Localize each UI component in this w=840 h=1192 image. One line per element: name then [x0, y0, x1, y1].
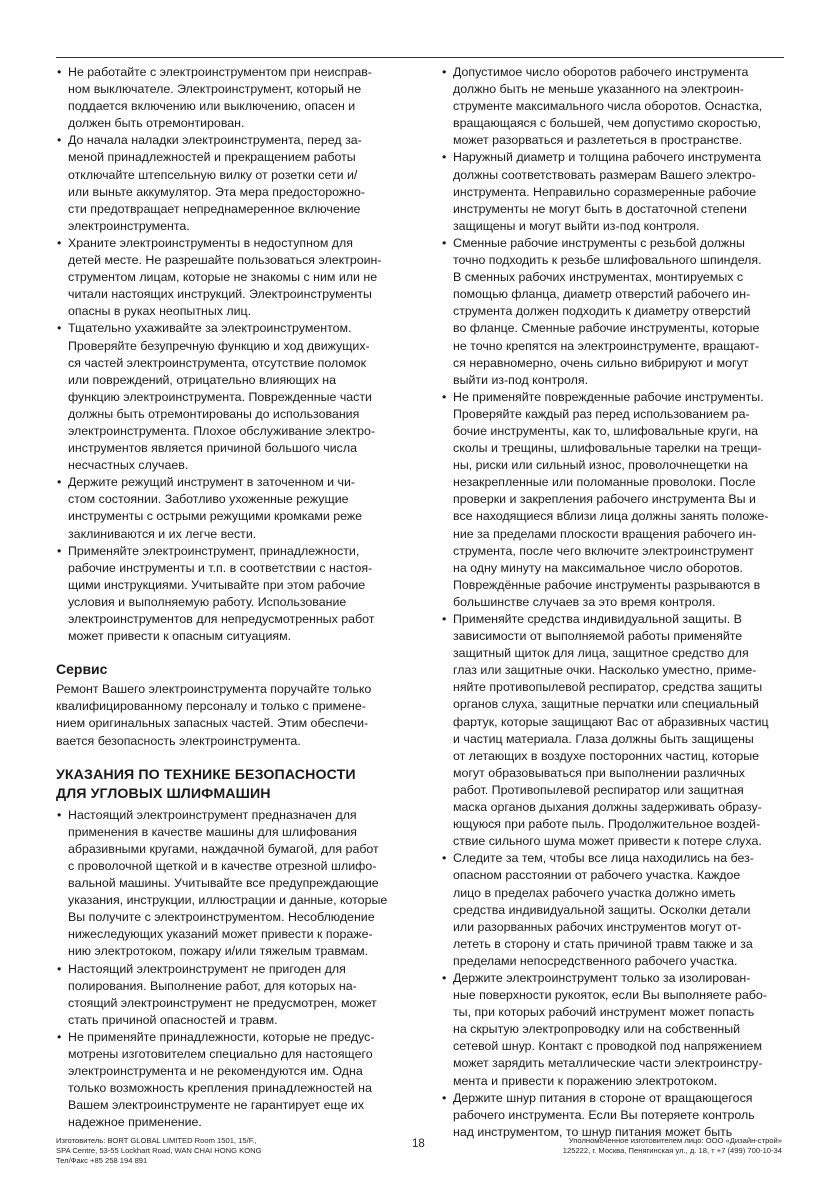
list-item: [441, 389, 783, 611]
list-item: [441, 850, 783, 970]
list-item: [56, 235, 394, 320]
list-item: [441, 235, 783, 389]
bullet-text: До начала наладки электроинструмента, перед за- меной принадлежностей и прекращением работы отключайте штепсельную вилку от розетки сети и/ или выньте аккумулятор. Эта мера предосторожно- сти предотвращает непреднамеренное включение электроинструмента.: [68, 133, 366, 233]
safety-heading: УКАЗАНИЯ ПО ТЕХНИКЕ БЕЗОПАСНОСТИ ДЛЯ УГЛОВЫХ ШЛИФМАШИН: [56, 766, 356, 802]
list-item: [56, 543, 394, 646]
list-item: [56, 1029, 394, 1132]
bullet-text: Допустимое число оборотов рабочего инструмента должно быть не меньше указанного на электроин- струменте максимального числа оборотов. Оснастка, вращающаяся с большей, чем допустимо скоростью, может разорваться и разлететься в пространстве.: [453, 65, 763, 148]
bullet-text: Не применяйте принадлежности, которые не предус- мотрены изготовителем специально для настоящего электроинструмента и не рекомендуются им. Одна только возможность крепления принадлежностей на Вашем электроинструменте не гарантирует еще их надежное применение.: [68, 1029, 375, 1130]
list-item: [56, 474, 394, 542]
list-item: [56, 64, 394, 132]
service-title: Сервис: [56, 661, 108, 678]
bullet-text: Применяйте средства индивидуальной защиты. В зависимости от выполняемой работы применяйте защитный щиток для лица, защитное средство для глаз или защитные очки. Насколько уместно, приме- няйте противопылевой респиратор, средства защиты органов слуха, защитные перчатки или специальный фартук, которые защищают Вас от абразивных частиц и частиц материала. Глаза должны быть защищены от летающих в воздухе посторонних частиц, которые могут образовываться при выполнении различных работ. Противопылевой респиратор или защитная маска органов дыхания должны задерживать образу- ющуюся при работе пыль. Продолжительное воздей- ствие сильного шума может привести к потере слуха.: [453, 612, 769, 849]
footer-representative: Уполномоченное изготовителем лицо: ООО «Дизайн-строй» 125222, г. Москва, Пенягинская ул., д. 18, т +7 (499) 700-10-34: [562, 1136, 782, 1155]
bullet-text: Сменные рабочие инструменты с резьбой должны точно подходить к резьбе шлифовального шпинделя. В сменных рабочих инструментах, монтируемых с помощью фланца, диаметр отверстий рабочего ин- струмента должен подходить к диаметру отверстий во фланце. Сменные рабочие инструменты, которые не точно крепятся на электроинструменте, вращают- ся неравномерно, очень сильно вибрируют и могут выйти из-под контроля.: [453, 235, 762, 387]
bullet-list-right: [441, 64, 783, 1141]
bullet-list-general: [56, 64, 394, 645]
list-item: [56, 320, 394, 474]
bullet-text: Следите за тем, чтобы все лица находились на без- опасном расстоянии от рабочего участка. Каждое лицо в пределах рабочего участка должно иметь средства индивидуальной защиты. Осколки детали или разорванных рабочих инструментов могут от- лететь в сторону и стать причиной травм также и за пределами непосредственного рабочего участка.: [453, 851, 754, 968]
list-item: [56, 807, 394, 961]
list-item: [441, 149, 783, 234]
bullet-text: Храните электроинструменты в недоступном для детей месте. Не разрешайте пользоваться электроин- струментом лицам, которые не знакомы с ним или не читали настоящих инструкций. Электроинструменты опасны в руках неопытных лиц.: [68, 235, 382, 319]
bullet-text: Настоящий электроинструмент не пригоден для полирования. Выполнение работ, для которых на- стоящий электроинструмент не предусмотрен, может стать причиной опасностей и травм.: [68, 961, 377, 1027]
bullet-text: Тщательно ухаживайте за электроинструментом. Проверяйте безупречную функцию и ход движущих- ся частей электроинструмента, отсутствие поломок или повреждений, отрицательно влияющих на функцию электроинструмента. Поврежденные части должны быть отремонтированы до использования электроинструмента. Плохое обслуживание электро- инструментов является причиной большого числа несчастных случаев.: [68, 321, 376, 473]
list-item: [441, 970, 783, 1090]
bullet-list-grinder: [56, 807, 394, 1132]
list-item: [56, 132, 394, 235]
list-item: [441, 64, 783, 149]
footer-manufacturer: Изготовитель: BORT GLOBAL LIMITED Room 1501, 15/F., SPA Centre, 53-55 Lockhart Road, WAN CHAI HONG KONG Тел/Факс +85 258 194 891: [56, 1136, 262, 1165]
page-number: 18: [412, 1138, 425, 1150]
bullet-text: Не применяйте поврежденные рабочие инструменты. Проверяйте каждый раз перед использованием ра- бочие инструменты, как то, шлифовальные круги, на сколы и трещины, шлифовальные тарелки на трещи- ны, риски или сильный износ, проволочнещетки на незакрепленные или поломанные проволоки. После проверки и закрепления рабочего инструмента Вы и все находящиеся вблизи лица должны занять положе- ние за пределами плоскости вращения рабочего ин- струмента, после чего включите электроинструмент на одну минуту на максимальное число оборотов. Повреждённые рабочие инструменты разрываются в большинстве случаев за это время контроля.: [453, 389, 769, 609]
right-column: [441, 64, 783, 1141]
top-rule: [56, 57, 784, 58]
bullet-text: Держите электроинструмент только за изолирован- ные поверхности рукояток, если Вы выполняете рабо- ты, при которых рабочий инструмент может попасть на скрытую электропроводку или на собственный сетевой шнур. Контакт с проводкой под напряжением может зарядить металлические части электроинстру- мента и привести к поражению электротоком.: [453, 970, 767, 1088]
list-item: [441, 1090, 783, 1141]
list-item: [56, 961, 394, 1029]
bullet-text: Применяйте электроинструмент, принадлежности, рабочие инструменты и т.п. в соответствии с настоя- щими инструкциями. Учитывайте при этом рабочие условия и выполняемую работу. Использование электроинструментов для непредусмотренных работ может привести к опасным ситуациям.: [68, 543, 375, 644]
bullet-text: Наружный диаметр и толщина рабочего инструмента должны соответствовать размерам Вашего электро- инструмента. Неправильно соразмеренные рабочие инструменты не могут быть в достаточной степени защищены и могут выйти из-под контроля.: [453, 150, 761, 233]
bullet-text: Держите режущий инструмент в заточенном и чи- стом состоянии. Заботливо ухоженные режущие инструменты с острыми режущими кромками реже заклиниваются и их легче вести.: [68, 475, 363, 541]
list-item: [441, 611, 783, 850]
bullet-text: Держите шнур питания в стороне от вращающегося рабочего инструмента. Если Вы потеряете контроль над инструментом, то шнур питания может быть: [453, 1090, 755, 1139]
bullet-text: Настоящий электроинструмент предназначен для применения в качестве машины для шлифования абразивными кругами, наждачной бумагой, для работ с проволочной щеткой и в качестве отрезной шлифо- вальной машины. Учитывайте все предупреждающие указания, инструкции, иллюстрации и данные, которые Вы получите с электроинструментом. Несоблюдение нижеследующих указаний может привести к пораже- нию электротоком, пожару и/или тяжелым травмам.: [68, 807, 388, 959]
bullet-text: Не работайте с электроинструментом при неисправ- ном выключателе. Электроинструмент, который не поддается включению или выключению, опасен и должен быть отремонтирован.: [68, 65, 372, 131]
service-text: Ремонт Вашего электроинструмента поручайте только квалифицированному персоналу и только с примене- нием оригинальных запасных частей. Этим обеспечи- вается безопасность электроинструмента.: [56, 682, 372, 748]
left-column: [56, 64, 394, 1131]
